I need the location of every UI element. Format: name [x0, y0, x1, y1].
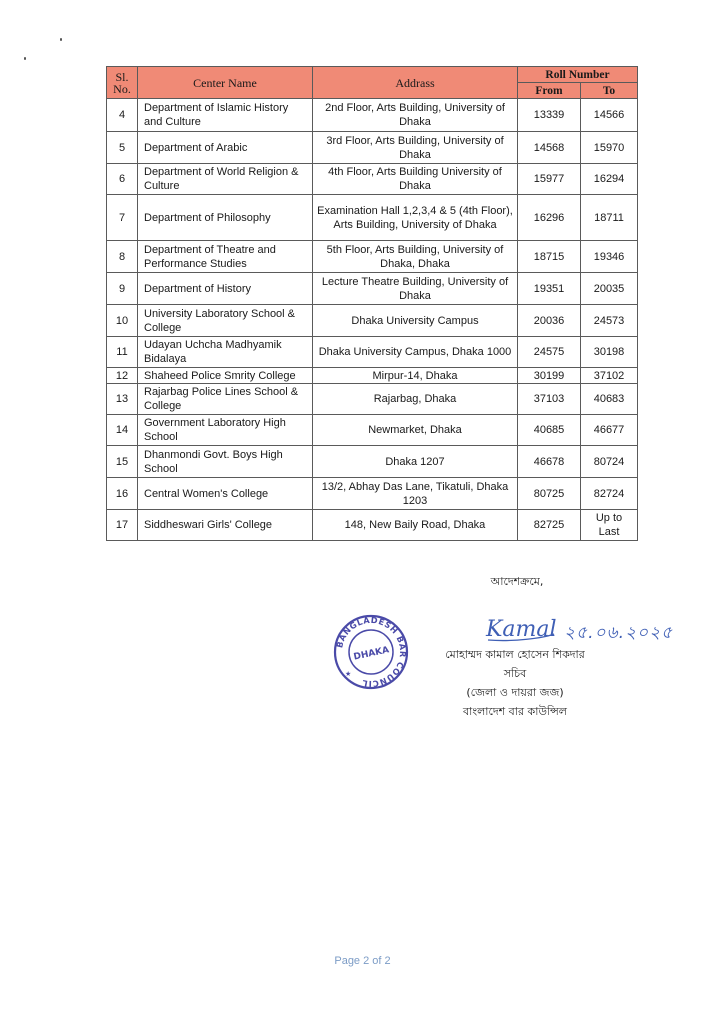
page-footer: Page 2 of 2: [334, 955, 391, 967]
cell-center-name: Department of Philosophy: [138, 195, 313, 241]
cell-center-name: University Laboratory School & College: [138, 305, 313, 337]
cell-center-name: Department of Islamic History and Culture: [138, 99, 313, 132]
scan-speck: [60, 38, 62, 41]
scan-speck: [24, 57, 26, 60]
table-row: [107, 368, 638, 384]
exam-center-table: [106, 66, 638, 541]
cell-center-name: Siddheswari Girls' College: [138, 510, 313, 541]
cell-center-name: Shaheed Police Smrity College: [138, 368, 313, 384]
order-line: আদেশক্রমে,: [490, 575, 544, 588]
cell-sl: 10: [107, 305, 138, 337]
cell-roll-from: 30199: [518, 368, 581, 384]
table-row: [107, 195, 638, 241]
cell-center-name: Central Women's College: [138, 478, 313, 510]
cell-sl: 17: [107, 510, 138, 541]
cell-sl: 9: [107, 273, 138, 305]
cell-address: Lecture Theatre Building, University of Dhaka: [313, 273, 518, 305]
header-roll-number: Roll Number: [518, 67, 638, 83]
cell-roll-to: 18711: [581, 195, 638, 241]
cell-address: Newmarket, Dhaka: [313, 415, 518, 446]
table-row: [107, 337, 638, 368]
signatory-title: সচিব: [503, 667, 527, 680]
cell-roll-from: 15977: [518, 164, 581, 195]
bar-council-seal: [333, 614, 409, 690]
cell-roll-to: 80724: [581, 446, 638, 478]
signature-date: ২৫.০৬.২০২৫: [564, 623, 674, 643]
cell-address: Mirpur-14, Dhaka: [313, 368, 518, 384]
cell-address: Dhaka 1207: [313, 446, 518, 478]
header-address: Addrass: [313, 67, 518, 99]
cell-roll-from: 16296: [518, 195, 581, 241]
cell-center-name: Department of History: [138, 273, 313, 305]
cell-address: 3rd Floor, Arts Building, University of Dhaka: [313, 132, 518, 164]
cell-address: 148, New Baily Road, Dhaka: [313, 510, 518, 541]
cell-sl: 4: [107, 99, 138, 132]
signatory-rank: (জেলা ও দায়রা জজ): [466, 686, 564, 699]
cell-roll-to: 14566: [581, 99, 638, 132]
table-row: [107, 164, 638, 195]
header-to: To: [581, 83, 638, 99]
header-center-name: Center Name: [138, 67, 313, 99]
table-row: [107, 415, 638, 446]
cell-address: 2nd Floor, Arts Building, University of Dhaka: [313, 99, 518, 132]
signature-scrawl: Kamal: [486, 617, 557, 642]
table-row: [107, 384, 638, 415]
cell-roll-to: 15970: [581, 132, 638, 164]
cell-roll-from: 37103: [518, 384, 581, 415]
cell-roll-to: Up to Last: [581, 510, 638, 541]
table-row: [107, 510, 638, 541]
cell-center-name: Dhanmondi Govt. Boys High School: [138, 446, 313, 478]
cell-roll-from: 40685: [518, 415, 581, 446]
cell-roll-to: 16294: [581, 164, 638, 195]
cell-address: Rajarbag, Dhaka: [313, 384, 518, 415]
handwritten-signature: [484, 612, 694, 648]
table-row: [107, 446, 638, 478]
cell-sl: 5: [107, 132, 138, 164]
cell-roll-from: 46678: [518, 446, 581, 478]
cell-sl: 11: [107, 337, 138, 368]
seal-ring-text: BANGLADESH BAR COUNCIL: [334, 614, 409, 690]
cell-center-name: Government Laboratory High School: [138, 415, 313, 446]
cell-address: Dhaka University Campus, Dhaka 1000: [313, 337, 518, 368]
table-row: [107, 478, 638, 510]
cell-roll-from: 14568: [518, 132, 581, 164]
cell-sl: 16: [107, 478, 138, 510]
cell-center-name: Department of Arabic: [138, 132, 313, 164]
cell-roll-to: 46677: [581, 415, 638, 446]
cell-roll-from: 24575: [518, 337, 581, 368]
cell-sl: 15: [107, 446, 138, 478]
cell-sl: 7: [107, 195, 138, 241]
cell-roll-to: 19346: [581, 241, 638, 273]
cell-address: Dhaka University Campus: [313, 305, 518, 337]
header-sl: Sl. No.: [107, 67, 138, 99]
table-row: [107, 99, 638, 132]
signatory-org: বাংলাদেশ বার কাউন্সিল: [463, 705, 567, 718]
cell-roll-from: 18715: [518, 241, 581, 273]
cell-sl: 12: [107, 368, 138, 384]
cell-center-name: Department of World Religion & Culture: [138, 164, 313, 195]
cell-address: 13/2, Abhay Das Lane, Tikatuli, Dhaka 1203: [313, 478, 518, 510]
cell-roll-to: 82724: [581, 478, 638, 510]
cell-sl: 13: [107, 384, 138, 415]
table-row: [107, 132, 638, 164]
cell-roll-to: 24573: [581, 305, 638, 337]
cell-sl: 6: [107, 164, 138, 195]
cell-roll-to: 30198: [581, 337, 638, 368]
cell-roll-to: 40683: [581, 384, 638, 415]
cell-roll-to: 37102: [581, 368, 638, 384]
table-row: [107, 273, 638, 305]
signatory-name: মোহাম্মদ কামাল হোসেন শিকদার: [445, 648, 585, 661]
cell-sl: 8: [107, 241, 138, 273]
header-from: From: [518, 83, 581, 99]
seal-center-text: DHAKA: [352, 645, 391, 663]
table-row: [107, 241, 638, 273]
cell-address: 4th Floor, Arts Building University of Dhaka: [313, 164, 518, 195]
seal-star-icon: ★: [345, 670, 352, 678]
cell-roll-from: 20036: [518, 305, 581, 337]
cell-sl: 14: [107, 415, 138, 446]
cell-roll-from: 19351: [518, 273, 581, 305]
cell-center-name: Rajarbag Police Lines School & College: [138, 384, 313, 415]
cell-roll-from: 82725: [518, 510, 581, 541]
table-row: [107, 305, 638, 337]
cell-roll-from: 13339: [518, 99, 581, 132]
cell-address: 5th Floor, Arts Building, University of Dhaka, Dhaka: [313, 241, 518, 273]
cell-address: Examination Hall 1,2,3,4 & 5 (4th Floor), Arts Building, University of Dhaka: [313, 195, 518, 241]
cell-center-name: Udayan Uchcha Madhyamik Bidalaya: [138, 337, 313, 368]
cell-roll-from: 80725: [518, 478, 581, 510]
cell-roll-to: 20035: [581, 273, 638, 305]
cell-center-name: Department of Theatre and Performance Studies: [138, 241, 313, 273]
